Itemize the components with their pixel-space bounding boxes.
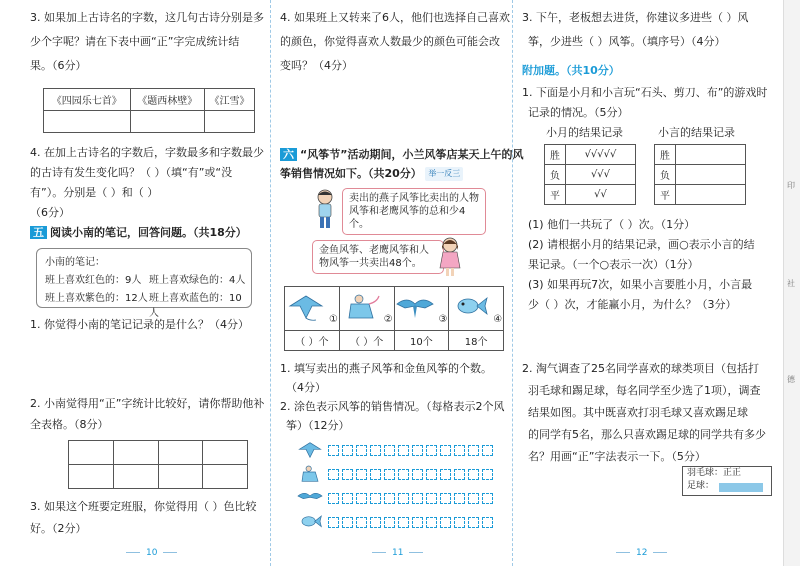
blank-cell[interactable] [69, 441, 114, 465]
kite-count: 10个 [394, 331, 449, 351]
mid-p1-line2: （4分） [286, 381, 326, 394]
speech-bubble-girl [312, 240, 444, 274]
color-box[interactable] [440, 493, 451, 504]
color-box[interactable] [412, 517, 423, 528]
color-box[interactable] [342, 445, 353, 456]
kite-label: ③ [438, 314, 448, 325]
mark-cell[interactable] [676, 165, 746, 185]
side-mark: 印 [787, 181, 795, 190]
color-box[interactable] [356, 445, 367, 456]
color-box[interactable] [370, 517, 381, 528]
color-box[interactable] [454, 517, 465, 528]
color-box[interactable] [440, 469, 451, 480]
side-mark: 德 [787, 375, 795, 384]
binding-strip [783, 0, 800, 566]
goldfish-kite-icon [450, 292, 490, 322]
color-tally-table [68, 440, 248, 489]
note-entry: 班上喜欢紫色的：12人 [45, 293, 148, 304]
legend-football: 足球： [687, 481, 715, 491]
color-box[interactable] [398, 517, 409, 528]
color-box[interactable] [384, 445, 395, 456]
left-q4-line4: （6分） [30, 206, 70, 219]
color-box[interactable] [468, 445, 479, 456]
poem-cell: 《四园乐七首》 [44, 89, 131, 111]
kite-label: ② [383, 314, 393, 325]
blank-cell[interactable] [203, 441, 248, 465]
extra-q2-line3: 结果如图。其中既喜欢打羽毛球又喜欢踢足球 [528, 406, 748, 419]
color-box[interactable] [384, 469, 395, 480]
color-box[interactable] [328, 469, 339, 480]
color-box[interactable] [468, 517, 479, 528]
speech-bubble-boy [342, 188, 486, 235]
color-box[interactable] [426, 493, 437, 504]
extra-q2-line2: 羽毛球和踢足球，每名同学至少选了1项），调查 [528, 384, 761, 397]
grid-row [296, 440, 496, 460]
extra-q1-b2: 果记录。（一个○表示一次）（1分） [528, 258, 699, 271]
blank-cell[interactable] [113, 465, 158, 489]
kite-cell [449, 287, 504, 331]
extra-q1-c: (3) 如果再玩7次，如果小言要胜小月，小言最 [528, 278, 753, 291]
kite-count: 18个 [449, 331, 504, 351]
section-six-line2: 筝销售情况如下。（共20分） [280, 167, 422, 180]
grid-row [296, 488, 496, 508]
row-label: 胜 [545, 145, 566, 165]
bubble-line: 卖出的燕子风筝比卖出的人物 [349, 193, 479, 204]
tally-cell[interactable] [130, 111, 204, 133]
left-q4-line2: 的古诗有发生变化吗？（ ）（填“有”或“没 [30, 166, 233, 179]
blank-cell[interactable] [158, 441, 203, 465]
left-p2-line2: 全表格。（8分） [30, 418, 109, 431]
kite-cell [285, 287, 340, 331]
color-box[interactable] [440, 517, 451, 528]
left-q3-line3: 果。（6分） [30, 59, 87, 72]
goldfish-kite-icon [296, 512, 324, 532]
color-box[interactable] [342, 469, 353, 480]
bubble-line: 风筝和老鹰风筝的总和少4个。 [349, 206, 466, 230]
color-box[interactable] [454, 493, 465, 504]
middle-column [272, 0, 524, 566]
notebook-card [36, 248, 252, 319]
color-box[interactable] [482, 493, 493, 504]
color-box[interactable] [328, 445, 339, 456]
color-box[interactable] [412, 445, 423, 456]
color-box[interactable] [482, 445, 493, 456]
row-label: 胜 [655, 145, 676, 165]
person-kite-icon [296, 464, 324, 484]
color-box[interactable] [342, 517, 353, 528]
left-p2-line1: 2. 小南觉得用“正”字统计比较好，请你帮助他补 [30, 397, 265, 410]
grid-row [296, 512, 496, 532]
eagle-kite-icon [296, 488, 324, 508]
mid-q4-line3: 变吗？（4分） [280, 59, 353, 72]
kite-cell [339, 287, 394, 331]
color-box[interactable] [454, 469, 465, 480]
extra-q1-line1: 1. 下面是小月和小言玩“石头、剪刀、布”的游戏时 [522, 86, 768, 99]
row-label: 平 [545, 185, 566, 205]
color-box[interactable] [398, 493, 409, 504]
page-number: 12 [610, 548, 673, 558]
color-box[interactable] [468, 493, 479, 504]
person-kite-icon [341, 292, 381, 322]
color-box[interactable] [426, 445, 437, 456]
blank-cell[interactable] [69, 465, 114, 489]
coloring-grid [296, 440, 506, 536]
left-p3-line1: 3. 如果这个班要定班服，你觉得用（ ）色比较 [30, 500, 257, 513]
note-entry: 班上喜欢红色的：9人 [45, 275, 142, 286]
kite-label: ① [328, 314, 338, 325]
bubble-line: 金鱼风筝、老鹰风筝和人 [319, 245, 429, 256]
color-box[interactable] [384, 493, 395, 504]
page-number: 10 [120, 548, 183, 558]
left-p3-line2: 好。（2分） [30, 522, 87, 535]
section-six-line2-row [280, 167, 463, 181]
color-box[interactable] [342, 493, 353, 504]
yue-record-title: 小月的结果记录 [546, 126, 623, 139]
color-box[interactable] [328, 517, 339, 528]
row-label: 负 [655, 165, 676, 185]
column-divider [270, 0, 271, 566]
left-q4-line3: 有”）。分别是（ ）和（ ） [30, 186, 159, 199]
example-tag[interactable]: 举一反三 [425, 167, 463, 181]
extra-q1-c2: 少（ ）次，才能赢小月，为什么？（3分） [528, 298, 737, 311]
kite-count[interactable]: （ ）个 [285, 331, 340, 351]
right-column [514, 0, 784, 566]
poem-cell: 《题西林壁》 [130, 89, 204, 111]
section-six-heading [280, 148, 523, 162]
blank-cell[interactable] [158, 465, 203, 489]
left-q4-line1: 4. 在加上古诗名的字数后，字数最多和字数最少 [30, 146, 264, 159]
legend-badminton: 羽毛球：正正 [687, 468, 742, 478]
blank-cell[interactable] [113, 441, 158, 465]
color-box[interactable] [482, 469, 493, 480]
kite-count[interactable]: （ ）个 [339, 331, 394, 351]
poem-cell: 《江雪》 [204, 89, 254, 111]
kite-cell [394, 287, 449, 331]
yue-record-table [544, 144, 636, 205]
blank-cell[interactable] [203, 465, 248, 489]
color-box[interactable] [440, 445, 451, 456]
left-q3-line1: 3. 如果加上古诗名的字数，这几句古诗分别是多 [30, 11, 264, 24]
color-box[interactable] [356, 469, 367, 480]
color-box[interactable] [370, 493, 381, 504]
yan-record-title: 小言的结果记录 [658, 126, 735, 139]
extra-q2-line4: 的同学有5名，那么只喜欢踢足球的同学共有多少 [528, 428, 766, 441]
color-box[interactable] [468, 469, 479, 480]
color-box[interactable] [454, 445, 465, 456]
color-box[interactable] [412, 469, 423, 480]
mark-cell: √√ [566, 185, 636, 205]
color-box[interactable] [370, 445, 381, 456]
page-number: 11 [366, 548, 429, 558]
color-box[interactable] [412, 493, 423, 504]
right-q3-line1: 3. 下午，老板想去进货，你建议多进些（ ）风 [522, 11, 749, 24]
yan-record-table [654, 144, 746, 205]
color-box[interactable] [356, 517, 367, 528]
color-box[interactable] [426, 517, 437, 528]
extra-q1-line2: 记录的情况。（5分） [528, 106, 629, 119]
color-box[interactable] [398, 469, 409, 480]
color-box[interactable] [398, 445, 409, 456]
mark-cell: √√√ [566, 165, 636, 185]
mid-q4-line2: 的颜色，你觉得喜欢人数最少的颜色可能会改 [280, 35, 500, 48]
left-column [0, 0, 272, 566]
section-five-title: 阅读小南的笔记，回答问题。（共18分） [50, 226, 247, 239]
mid-p1-line1: 1. 填写卖出的燕子风筝和金鱼风筝的个数。 [280, 362, 492, 375]
eagle-kite-icon [395, 292, 435, 322]
extra-q1-a: (1) 他们一共玩了（ ）次。（1分） [528, 218, 696, 231]
section-five-heading [30, 226, 247, 240]
left-q3-line2: 少个字呢？请在下表中画“正”字完成统计结 [30, 35, 240, 48]
extra-q2-line5: 名？用画“正”字法表示一下。（5分） [528, 450, 706, 463]
extra-q1-b: (2) 请根据小月的结果记录，画○表示小言的结 [528, 238, 755, 251]
color-box[interactable] [328, 493, 339, 504]
mark-cell: √√√√√ [566, 145, 636, 165]
tally-cell[interactable] [204, 111, 254, 133]
mark-cell[interactable] [676, 185, 746, 205]
swallow-kite-icon [296, 440, 324, 460]
color-box[interactable] [426, 469, 437, 480]
football-bar [719, 483, 763, 492]
row-label: 负 [545, 165, 566, 185]
color-box[interactable] [482, 517, 493, 528]
section-five-number: 五 [30, 226, 47, 239]
survey-legend [682, 466, 772, 496]
row-label: 平 [655, 185, 676, 205]
note-entry: 班上喜欢绿色的：4人 [149, 275, 246, 286]
poem-table [43, 88, 255, 133]
color-box[interactable] [370, 469, 381, 480]
mark-cell[interactable] [676, 145, 746, 165]
column-divider [512, 0, 513, 566]
mid-p2-line1: 2. 涂色表示风筝的销售情况。（每格表示2个风 [280, 400, 505, 413]
section-six-number: 六 [280, 148, 297, 161]
note-title: 小南的笔记： [45, 257, 105, 268]
mid-p2-line2: 筝）（12分） [286, 419, 350, 432]
girl-illustration-icon [437, 236, 463, 278]
grid-row [296, 464, 496, 484]
side-mark: 社 [787, 279, 795, 288]
bubble-line: 物风筝一共卖出48个。 [319, 258, 422, 269]
section-six-line1: “风筝节”活动期间，小兰风筝店某天上午的风 [300, 148, 524, 161]
extra-q2-line1: 2. 淘气调查了25名同学喜欢的球类项目（包括打 [522, 362, 759, 375]
note-entry: 班上喜欢蓝色的：10人 [149, 293, 242, 319]
kite-sales-table [284, 286, 504, 351]
legend-football-row [687, 480, 771, 493]
mid-q4-line1: 4. 如果班上又转来了6人，他们也选择自己喜欢 [280, 11, 510, 24]
right-q3-line2: 筝，少进些（ ）风筝。（填序号）（4分） [528, 35, 726, 48]
left-p1: 1. 你觉得小南的笔记记录的是什么？（4分） [30, 318, 249, 331]
kite-label: ④ [493, 314, 503, 325]
extra-title: 附加题。（共10分） [522, 64, 620, 77]
color-box[interactable] [384, 517, 395, 528]
swallow-kite-icon [286, 292, 326, 322]
tally-cell[interactable] [44, 111, 131, 133]
color-box[interactable] [356, 493, 367, 504]
boy-illustration-icon [312, 188, 338, 230]
